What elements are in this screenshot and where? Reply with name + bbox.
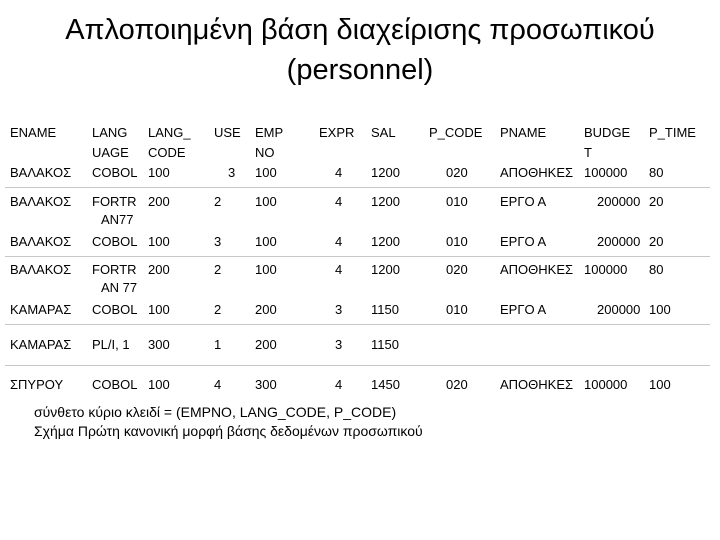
cell-empno: 100 (255, 194, 277, 209)
cell-sal: 1150 (371, 302, 399, 317)
table-row (5, 116, 710, 188)
cell-sal: 1200 (371, 234, 400, 249)
cell-ename: ΒΑΛΑΚΟΣ (10, 262, 72, 277)
cell-expr: 4 (335, 165, 343, 180)
cell-pcode: 020 (446, 262, 468, 277)
table-cell (495, 188, 579, 256)
table-cell (579, 257, 644, 324)
cell-pcode: 020 (446, 165, 468, 180)
cell-language-1: FORTR (92, 194, 137, 209)
cell-pname: ΑΠΟΘΗΚΕΣ (500, 377, 574, 392)
primary-key-note: σύνθετο κύριο κλειδί = (EMPNO, LANG_CODE, P_CODE) (34, 404, 397, 420)
cell-pname: ΕΡΓΟ Α (500, 302, 547, 317)
table-cell (250, 188, 314, 256)
cell-langcode: 100 (148, 165, 170, 180)
table-cell (644, 188, 710, 256)
table-row (5, 366, 710, 407)
table-cell (579, 325, 644, 365)
cell-language: COBOL (92, 165, 138, 180)
table-cell (5, 366, 87, 407)
header-budget-1: BUDGE (584, 125, 631, 140)
table-cell (143, 116, 209, 187)
cell-language: PL/I, 1 (92, 337, 130, 352)
table-cell (644, 116, 710, 187)
table-cell (143, 188, 209, 256)
cell-language-2: AN77 (101, 212, 134, 227)
header-pname: PNAME (500, 125, 547, 140)
cell-ptime: 80 (649, 165, 664, 180)
table-cell (495, 116, 579, 187)
table-cell (250, 325, 314, 365)
cell-empno: 200 (255, 337, 277, 352)
cell-pname: ΕΡΓΟ Α (500, 234, 547, 249)
table-cell (314, 188, 366, 256)
cell-use: 1 (214, 337, 222, 352)
header-language-1: LANG (92, 125, 128, 140)
table-cell (366, 188, 424, 256)
personnel-table (5, 116, 710, 407)
cell-expr: 4 (335, 194, 343, 209)
cell-use: 3 (214, 234, 222, 249)
cell-budget: 100000 (584, 262, 628, 277)
table-cell (143, 366, 209, 407)
header-sal: SAL (371, 125, 396, 140)
cell-ptime: 80 (649, 262, 664, 277)
cell-language-2: AN 77 (101, 280, 138, 295)
table-cell (495, 366, 579, 407)
table-row (5, 325, 710, 366)
table-cell (495, 325, 579, 365)
table-cell (579, 188, 644, 256)
cell-use: 2 (214, 262, 222, 277)
cell-language-1: FORTR (92, 262, 137, 277)
header-pcode: P_CODE (429, 125, 483, 140)
table-cell (314, 116, 366, 187)
table-cell (424, 325, 495, 365)
table-cell (424, 116, 495, 187)
cell-ename: ΒΑΛΑΚΟΣ (10, 234, 72, 249)
header-ename: ENAME (10, 125, 57, 140)
cell-use: 3 (228, 165, 236, 180)
cell-expr: 3 (335, 302, 343, 317)
table-cell (87, 366, 143, 407)
cell-budget: 200000 (597, 194, 641, 209)
table-cell (366, 366, 424, 407)
table-cell (644, 325, 710, 365)
table-cell (87, 325, 143, 365)
header-empno-2: NO (255, 145, 275, 160)
table-cell (495, 257, 579, 324)
table-row (5, 257, 710, 325)
table-cell (87, 257, 143, 324)
cell-expr: 3 (335, 337, 343, 352)
table-cell (424, 188, 495, 256)
table-cell (424, 366, 495, 407)
cell-langcode: 200 (148, 194, 170, 209)
cell-language: COBOL (92, 234, 138, 249)
cell-pcode: 010 (446, 194, 468, 209)
cell-empno: 200 (255, 302, 277, 317)
table-cell (644, 257, 710, 324)
cell-sal: 1450 (371, 377, 400, 392)
table-cell (366, 325, 424, 365)
cell-ename: ΚΑΜΑΡΑΣ (10, 337, 72, 352)
cell-expr: 4 (335, 377, 343, 392)
cell-use: 4 (214, 377, 222, 392)
table-cell (5, 325, 87, 365)
table-cell (579, 366, 644, 407)
table-row (5, 188, 710, 257)
cell-language: COBOL (92, 302, 138, 317)
cell-pname: ΑΠΟΘΗΚΕΣ (500, 165, 574, 180)
title-line-1: Απλοποιημένη βάση διαχείρισης προσωπικού (65, 14, 655, 46)
slide-title (0, 10, 720, 90)
table-cell (209, 188, 250, 256)
cell-pcode: 010 (446, 234, 468, 249)
table-cell (209, 116, 250, 187)
cell-sal: 1200 (371, 165, 400, 180)
cell-langcode: 100 (148, 377, 170, 392)
table-cell (250, 257, 314, 324)
table-cell (209, 366, 250, 407)
cell-ename: ΣΠΥΡΟΥ (10, 377, 64, 392)
table-cell (5, 188, 87, 256)
table-cell (314, 325, 366, 365)
cell-pname: ΑΠΟΘΗΚΕΣ (500, 262, 574, 277)
cell-ptime: 100 (649, 377, 671, 392)
cell-budget: 200000 (597, 302, 641, 317)
cell-langcode: 300 (148, 337, 170, 352)
cell-langcode: 200 (148, 262, 170, 277)
cell-expr: 4 (335, 234, 343, 249)
table-cell (87, 116, 143, 187)
cell-sal: 1200 (371, 262, 400, 277)
header-use: USE (214, 125, 241, 140)
cell-empno: 100 (255, 165, 277, 180)
table-cell (366, 116, 424, 187)
cell-ename: ΒΑΛΑΚΟΣ (10, 165, 72, 180)
table-cell (314, 366, 366, 407)
table-cell (579, 116, 644, 187)
table-cell (250, 116, 314, 187)
table-cell (143, 325, 209, 365)
cell-ename: ΒΑΛΑΚΟΣ (10, 194, 72, 209)
cell-sal: 1200 (371, 194, 400, 209)
title-line-2: (personnel) (286, 54, 434, 86)
table-cell (644, 366, 710, 407)
table-cell (250, 366, 314, 407)
cell-budget: 200000 (597, 234, 641, 249)
cell-budget: 100000 (584, 377, 628, 392)
header-language-2: UAGE (92, 145, 129, 160)
header-budget-2: T (584, 145, 592, 160)
table-cell (209, 257, 250, 324)
cell-ename: ΚΑΜΑΡΑΣ (10, 302, 72, 317)
header-ptime: P_TIME (649, 125, 696, 140)
cell-use: 2 (214, 194, 222, 209)
table-cell (5, 257, 87, 324)
cell-pcode: 010 (446, 302, 468, 317)
cell-empno: 300 (255, 377, 277, 392)
table-cell (366, 257, 424, 324)
table-cell (5, 116, 87, 187)
table-cell (424, 257, 495, 324)
cell-use: 2 (214, 302, 222, 317)
cell-pname: ΕΡΓΟ Α (500, 194, 547, 209)
cell-empno: 100 (255, 234, 277, 249)
cell-pcode: 020 (446, 377, 468, 392)
cell-ptime: 20 (649, 234, 664, 249)
cell-expr: 4 (335, 262, 343, 277)
header-langcode-1: LANG_ (148, 125, 191, 140)
cell-language: COBOL (92, 377, 138, 392)
figure-caption: Σχήμα Πρώτη κανονική μορφή βάσης δεδομένων προσωπικού (34, 423, 423, 439)
table-cell (314, 257, 366, 324)
cell-ptime: 20 (649, 194, 664, 209)
cell-empno: 100 (255, 262, 277, 277)
cell-langcode: 100 (148, 302, 170, 317)
header-langcode-2: CODE (148, 145, 186, 160)
caption (34, 403, 423, 441)
header-empno-1: EMP (255, 125, 284, 140)
table-cell (209, 325, 250, 365)
table-cell (143, 257, 209, 324)
table-cell (87, 188, 143, 256)
header-expr: EXPR (319, 125, 355, 140)
cell-ptime: 100 (649, 302, 671, 317)
cell-sal: 1150 (371, 337, 399, 352)
cell-budget: 100000 (584, 165, 628, 180)
cell-langcode: 100 (148, 234, 170, 249)
